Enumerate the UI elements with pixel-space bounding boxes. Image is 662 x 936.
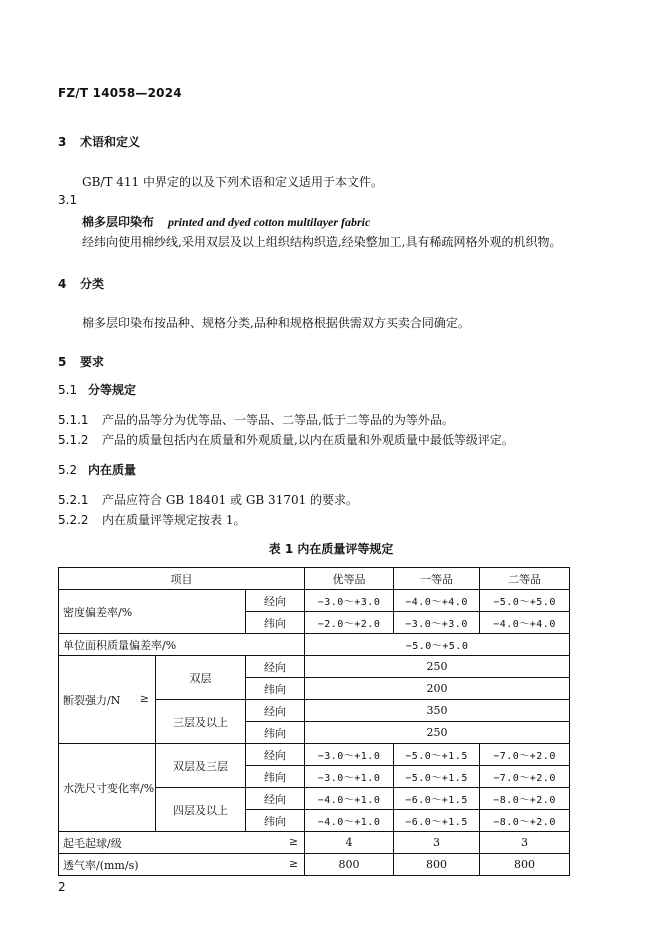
table-row <box>59 634 570 656</box>
shrink-group-a: 双层及三层 <box>156 744 246 788</box>
term-english: printed and dyed cotton multilayer fabric <box>168 215 371 229</box>
density-warp-second: −5.0～+5.0 <box>480 590 570 612</box>
direction-weft: 纬向 <box>246 766 305 788</box>
clause-text: 产品应符合 GB 18401 或 GB 31701 的要求。 <box>102 493 359 507</box>
clause-5-1-2 <box>58 431 514 448</box>
table-row <box>59 590 570 612</box>
section-title: 分类 <box>80 277 105 291</box>
section-4-text: 棉多层印染布按品种、规格分类,品种和规格根据供需双方买卖合同确定。 <box>82 316 470 330</box>
shrink-b-weft-first: −6.0～+1.5 <box>394 810 480 832</box>
geq-symbol: ≥ <box>139 691 149 705</box>
geq-symbol: ≥ <box>288 856 299 870</box>
pilling-first: 3 <box>394 832 480 854</box>
subsection-number: 5.2 <box>58 463 78 477</box>
clause-number: 5.1.1 <box>58 413 89 427</box>
strength-label <box>59 656 156 744</box>
section-number: 5 <box>58 355 67 369</box>
clause-text: 产品的品等分为优等品、一等品、二等品,低于二等品的为等外品。 <box>102 413 454 427</box>
pilling-label-text: 起毛起球/级 <box>63 836 122 850</box>
section-number: 3 <box>58 135 67 149</box>
subsection-title: 内在质量 <box>88 463 137 477</box>
air-label <box>59 854 305 876</box>
term-number: 3.1 <box>58 193 78 207</box>
table-caption: 表 1 内在质量评等规定 <box>268 542 394 556</box>
clause-5-1-1 <box>58 411 454 428</box>
direction-warp: 经向 <box>246 788 305 810</box>
clause-number: 5.2.1 <box>58 493 89 507</box>
shrink-a-warp-superior: −3.0～+1.0 <box>305 744 394 766</box>
clause-5-2-2 <box>58 511 245 528</box>
subsection-5-1-heading <box>58 381 136 398</box>
geq-symbol: ≥ <box>288 834 299 848</box>
table-row <box>59 854 570 876</box>
direction-weft: 纬向 <box>246 722 305 744</box>
table-row <box>59 656 570 678</box>
section-title: 术语和定义 <box>80 135 141 149</box>
shrink-b-warp-superior: −4.0～+1.0 <box>305 788 394 810</box>
mass-value: −5.0～+5.0 <box>305 634 570 656</box>
term-chinese: 棉多层印染布 <box>82 215 155 229</box>
air-label-text: 透气率/(mm/s) <box>63 858 139 872</box>
shrink-a-weft-first: −5.0～+1.5 <box>394 766 480 788</box>
strength-double-warp: 250 <box>305 656 570 678</box>
density-warp-first: −4.0～+4.0 <box>394 590 480 612</box>
pilling-superior: 4 <box>305 832 394 854</box>
shrink-a-warp-first: −5.0～+1.5 <box>394 744 480 766</box>
clause-text: 产品的质量包括内在质量和外观质量,以内在质量和外观质量中最低等级评定。 <box>102 433 514 447</box>
table-row <box>59 832 570 854</box>
subsection-title: 分等规定 <box>88 383 137 397</box>
direction-warp: 经向 <box>246 744 305 766</box>
term-heading <box>82 213 370 230</box>
shrink-label: 水洗尺寸变化率/% <box>59 744 156 832</box>
section-5-heading <box>58 353 104 370</box>
section-3-heading <box>58 133 140 150</box>
density-weft-superior: −2.0～+2.0 <box>305 612 394 634</box>
shrink-b-warp-second: −8.0～+2.0 <box>480 788 570 810</box>
density-weft-second: −4.0～+4.0 <box>480 612 570 634</box>
strength-label-text: 断裂强力/N <box>63 693 121 707</box>
direction-weft: 纬向 <box>246 612 305 634</box>
density-warp-superior: −3.0～+3.0 <box>305 590 394 612</box>
direction-warp: 经向 <box>246 590 305 612</box>
shrink-b-weft-superior: −4.0～+1.0 <box>305 810 394 832</box>
section-title: 要求 <box>80 355 105 369</box>
shrink-a-weft-second: −7.0～+2.0 <box>480 766 570 788</box>
table-header-row <box>59 568 570 590</box>
clause-number: 5.2.2 <box>58 513 89 527</box>
section-number: 4 <box>58 277 67 291</box>
header-item: 项目 <box>59 568 305 590</box>
pilling-second: 3 <box>480 832 570 854</box>
clause-text: 内在质量评等规定按表 1。 <box>102 513 246 527</box>
shrink-a-weft-superior: −3.0～+1.0 <box>305 766 394 788</box>
header-grade-superior: 优等品 <box>305 568 394 590</box>
header-grade-second: 二等品 <box>480 568 570 590</box>
strength-triple-warp: 350 <box>305 700 570 722</box>
shrink-b-warp-first: −6.0～+1.5 <box>394 788 480 810</box>
shrink-b-weft-second: −8.0～+2.0 <box>480 810 570 832</box>
table-row <box>59 744 570 766</box>
air-second: 800 <box>480 854 570 876</box>
subsection-5-2-heading <box>58 461 136 478</box>
document-code: FZ/T 14058—2024 <box>58 86 182 100</box>
term-definition: 经纬向使用棉纱线,采用双层及以上组织结构织造,经染整加工,具有稀疏网格外观的机织物。 <box>82 235 562 249</box>
shrink-group-b: 四层及以上 <box>156 788 246 832</box>
clause-5-2-1 <box>58 491 358 508</box>
direction-warp: 经向 <box>246 700 305 722</box>
density-weft-first: −3.0～+3.0 <box>394 612 480 634</box>
direction-warp: 经向 <box>246 656 305 678</box>
density-label: 密度偏差率/% <box>59 590 246 634</box>
subsection-number: 5.1 <box>58 383 78 397</box>
mass-label: 单位面积质量偏差率/% <box>59 634 305 656</box>
air-superior: 800 <box>305 854 394 876</box>
section-3-intro: GB/T 411 中界定的以及下列术语和定义适用于本文件。 <box>82 175 383 189</box>
strength-triple: 三层及以上 <box>156 700 246 744</box>
strength-double-weft: 200 <box>305 678 570 700</box>
strength-double: 双层 <box>156 656 246 700</box>
direction-weft: 纬向 <box>246 678 305 700</box>
header-grade-first: 一等品 <box>394 568 480 590</box>
page-number: 2 <box>58 880 66 894</box>
air-first: 800 <box>394 854 480 876</box>
pilling-label <box>59 832 305 854</box>
direction-weft: 纬向 <box>246 810 305 832</box>
strength-triple-weft: 250 <box>305 722 570 744</box>
shrink-a-warp-second: −7.0～+2.0 <box>480 744 570 766</box>
quality-table <box>58 567 570 876</box>
section-4-heading <box>58 275 104 292</box>
clause-number: 5.1.2 <box>58 433 89 447</box>
